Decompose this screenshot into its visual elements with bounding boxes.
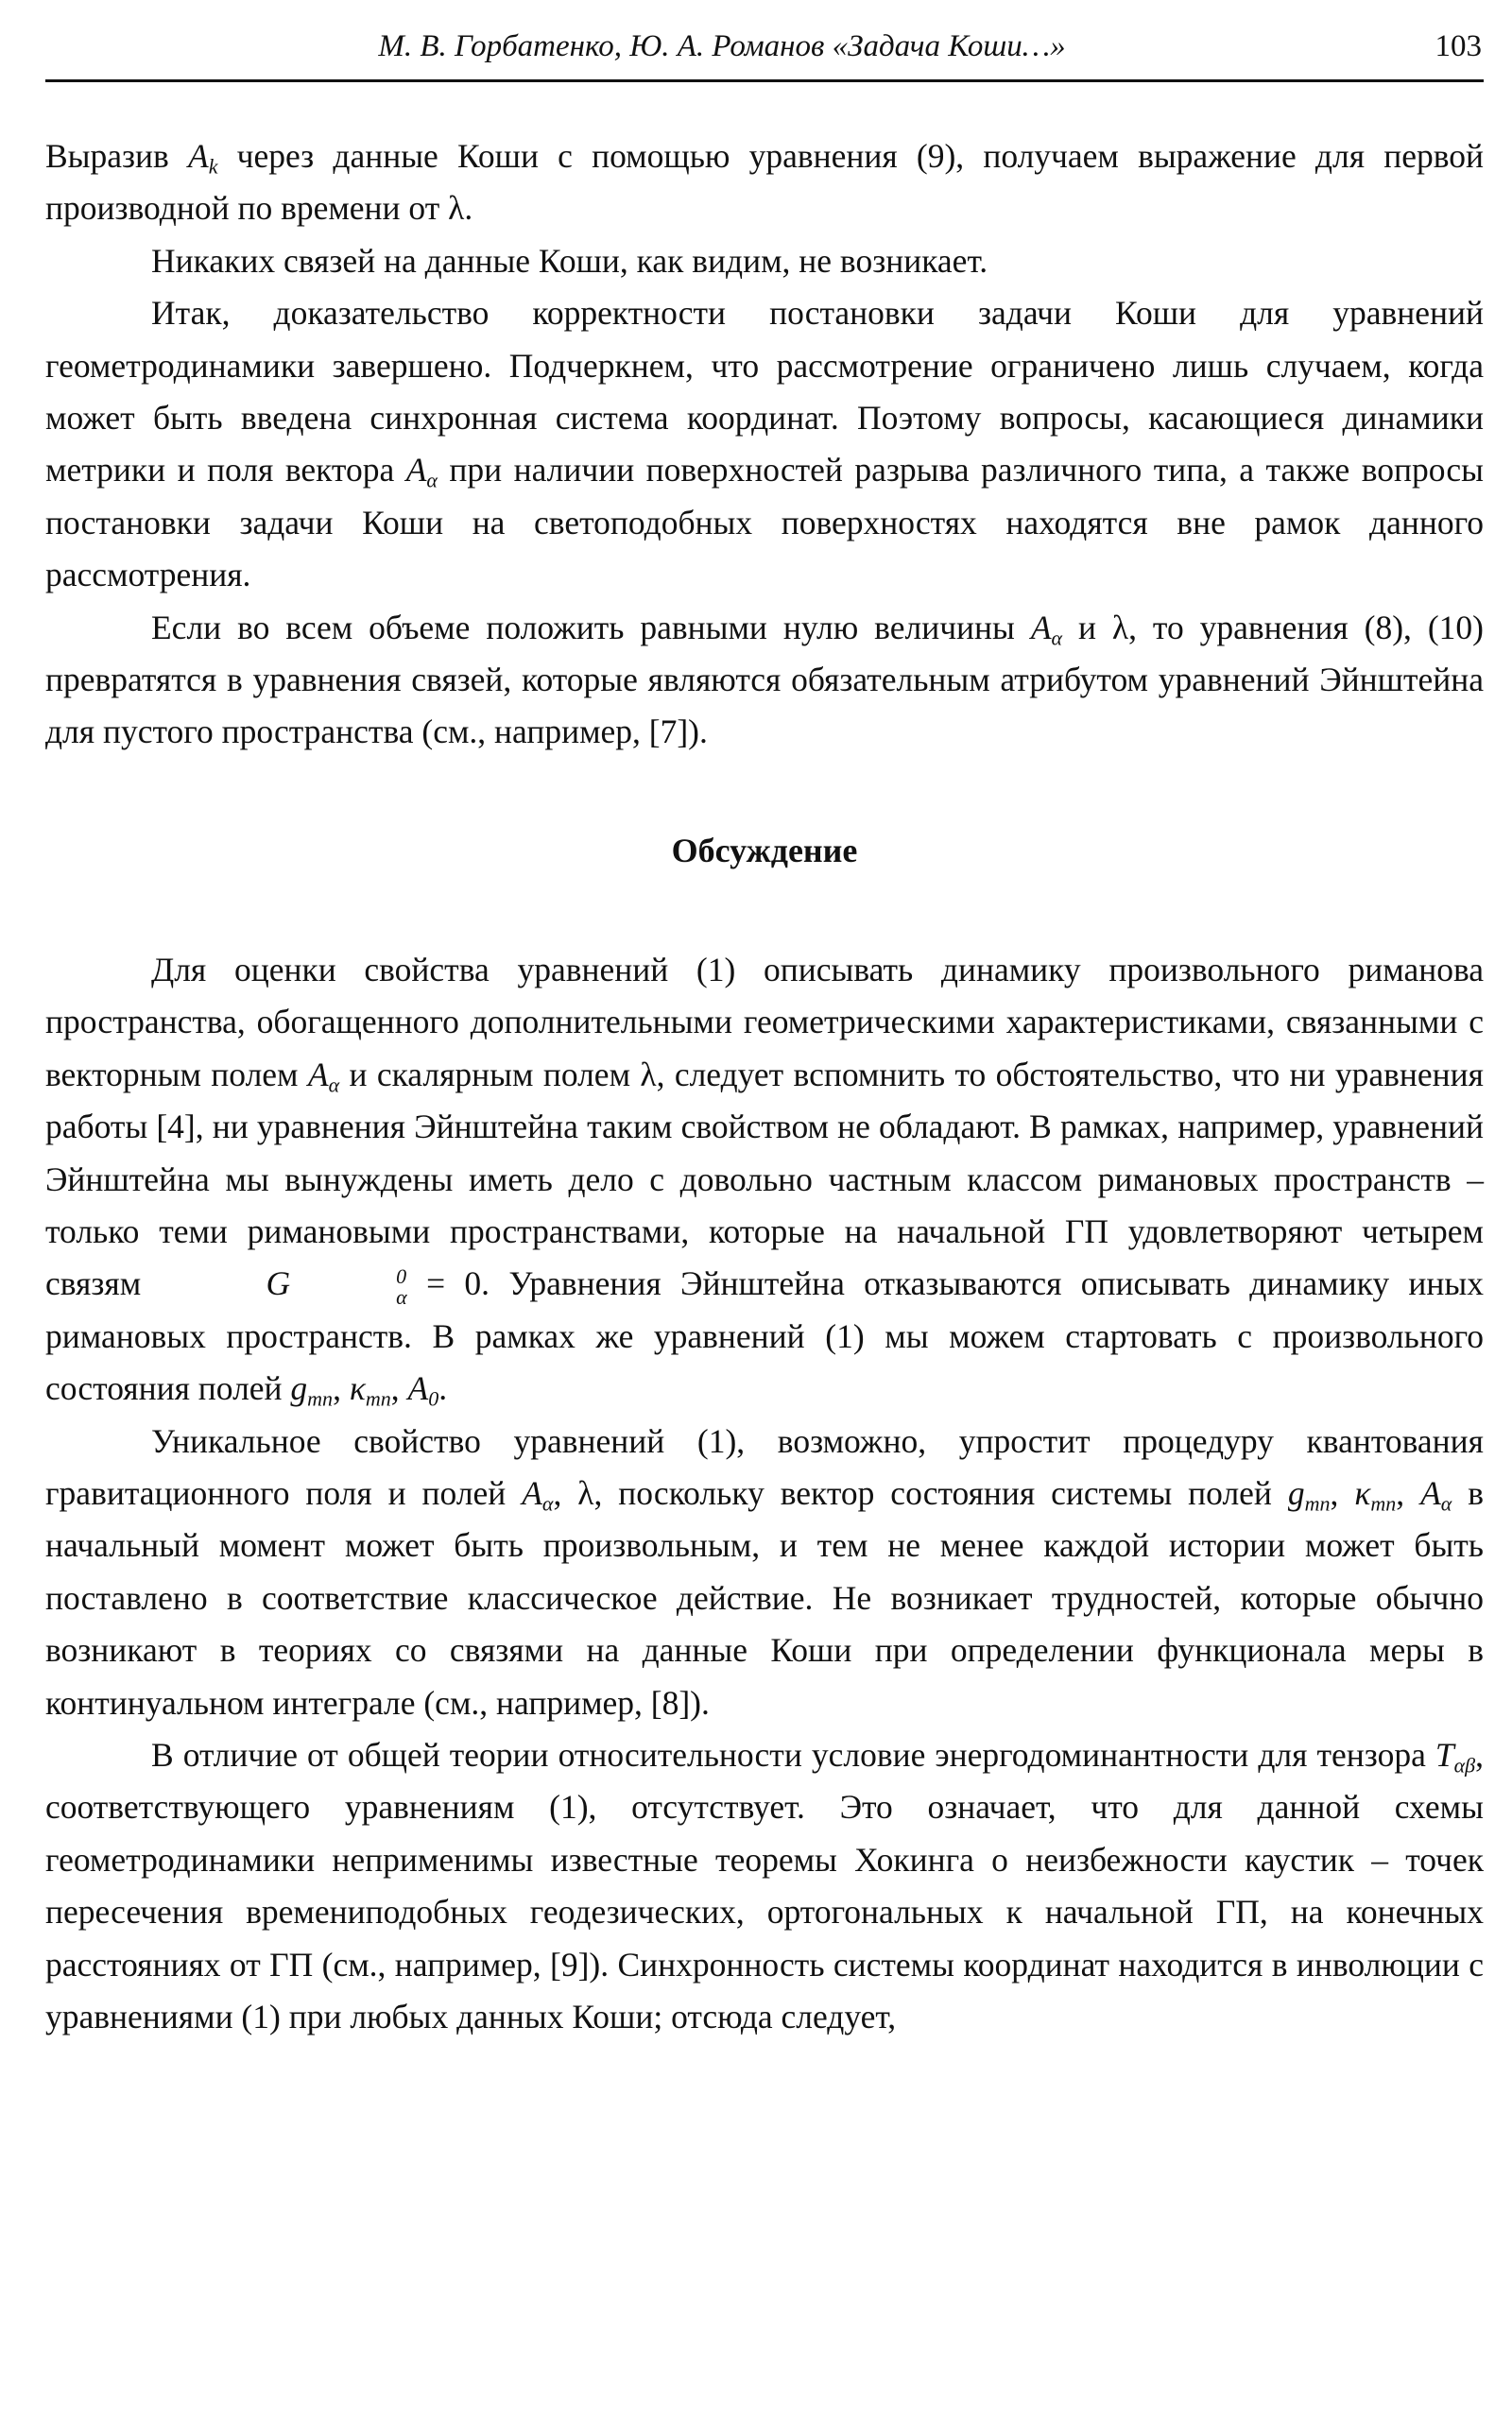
running-header [45, 23, 1484, 82]
paragraph: В отличие от общей теории относительности условие энергодоминантности для тензора $T_{\alpha\beta}$, соответствующего уравнениям (1), отсутствует. Это означает, что для данной схемы геометродинамики неприменимы известные теоремы Хокинга о неизбежности каустик – точек пересечения времениподобных геодезических, ортогональных к начальной ГП, на конечных расстояниях от ГП (см., например, [9]). Синхронность системы координат находится в инволюции с уравнениями (1) при любых данных Коши; отсюда следует, [45, 1735, 1484, 2036]
running-title: М. В. Горбатенко, Ю. А. Романов «Задача Коши…» [378, 29, 1066, 63]
paragraph: Для оценки свойства уравнений (1) описывать динамику произвольного риманова пространства, обогащенного дополнительными геометрическими характеристиками, связанными с векторным полем $A_\alpha$ и скалярным полем λ, следует вспомнить то обстоятельство, что ни уравнения работы [4], ни уравнения Эйнштейна таким свойством не обладают. В рамках, например, уравнений Эйнштейна мы вынуждены иметь дело с довольно частным классом римановых пространств – только теми римановыми пространствами, которые на начальной ГП удовлетворяют четырем связям G 0 α = 0. Уравнения Эйнштейна отказываются описывать динамику иных римановых пространств. В рамках же уравнений (1) мы можем стартовать с произвольного состояния полей $g_{mn}$, $\kappa_{mn}$, $A_0$. [45, 950, 1484, 1411]
paragraph: Итак, доказательство корректности постановки задачи Коши для уравнений геометродинамики завершено. Подчеркнем, что рассмотрение ограничено лишь случаем, когда может быть введена синхронная система координат. Поэтому вопросы, касающиеся динамики метрики и поля вектора $A_\alpha$ при наличии поверхностей разрыва различного типа, а также вопросы постановки задачи Коши на светоподобных поверхностях находятся вне рамок данного рассмотрения. [45, 294, 1484, 594]
paragraph: Уникальное свойство уравнений (1), возможно, упростит процедуру квантования гравитационного поля и полей $A_\alpha$, λ, поскольку вектор состояния системы полей $g_{mn}$, $\kappa_{mn}$, $A_\alpha$ в начальный момент может быть произвольным, и тем не менее каждой истории может быть поставлено в соответствие классическое действие. Не возникает трудностей, которые обычно возникают в теориях со связями на данные Коши при определении функционала меры в континуальном интеграле (см., например, [8]). [45, 1421, 1485, 1722]
body-text [45, 130, 1484, 2043]
paragraph: Если во всем объеме положить равными нулю величины $A_\alpha$ и λ, то уравнения (8), (10) превратятся в уравнения связей, которые являются обязательным атрибутом уравнений Эйнштейна для пустого пространства (см., например, [7]). [45, 608, 1484, 751]
paragraph: Никаких связей на данные Коши, как видим, не возникает. [151, 241, 988, 280]
section-heading: Обсуждение [671, 831, 858, 869]
page-number: 103 [1435, 29, 1482, 63]
paragraph: Выразив $A_k$ через данные Коши с помощью уравнения (9), получаем выражение для первой производной по времени от λ. [45, 137, 1484, 228]
